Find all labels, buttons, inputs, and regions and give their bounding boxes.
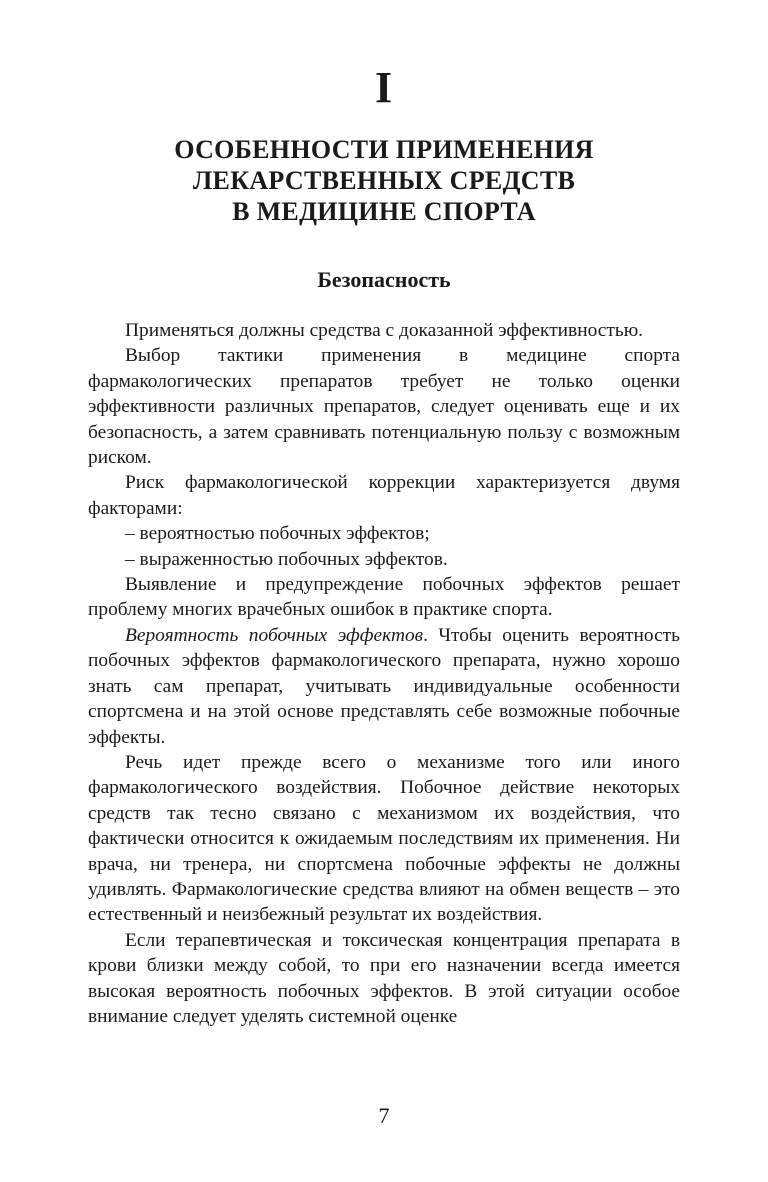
paragraph-text: Риск фармакологической коррекции характеризуется двумя факторами: <box>88 472 680 519</box>
paragraph-text: Выявление и предупреждение побочных эффектов решает проблему многих врачебных ошибок в практике спорта. <box>88 574 680 621</box>
page-number: 7 <box>378 1103 390 1128</box>
chapter-number: I <box>374 63 394 112</box>
paragraph <box>88 470 680 521</box>
paragraph-text: Применяться должны средства с доказанной эффективностью. <box>125 320 644 341</box>
paragraph <box>88 623 680 750</box>
italic-lead: Вероятность побочных эффектов <box>125 624 424 646</box>
chapter-title-line: В МЕДИЦИНЕ СПОРТА <box>232 197 536 226</box>
paragraph <box>88 343 680 470</box>
chapter-title <box>60 134 708 227</box>
paragraph-text: Если терапевтическая и токсическая концентрация препарата в крови близки между собой, то при его назначении всегда имеется высокая вероятность побочных эффектов. В этой ситуации особое внимание следует уделять системной оценке <box>88 929 680 1027</box>
paragraph-text: Речь идет прежде всего о механизме того или иного фармакологического воздействия. Побочное действие некоторых средств так тесно связано с механизмом их воздействия, что фактически относится к ожидаемым последствиям их применения. Ни врача, ни тренера, ни спортсмена побочные эффекты не должны удивлять. Фармакологические средства влияют на обмен веществ – это естественный и неизбежный результат их воздействия. <box>88 751 680 926</box>
chapter-title-line: ОСОБЕННОСТИ ПРИМЕНЕНИЯ <box>174 135 594 164</box>
paragraph <box>88 318 680 343</box>
list-item-text: – вероятностью побочных эффектов; <box>125 523 430 545</box>
list-item <box>88 521 680 546</box>
section-heading: Безопасность <box>317 267 451 292</box>
chapter-title-line: ЛЕКАРСТВЕННЫХ СРЕДСТВ <box>192 166 576 195</box>
paragraph <box>88 750 680 928</box>
paragraph <box>88 572 680 623</box>
paragraph-text: Выбор тактики применения в медицине спорта фармакологических препаратов требует не только оценки эффективности различных препаратов, следует оценивать еще и их безопасность, а затем сравнивать потенциальную пользу с возможным риском. <box>88 345 680 469</box>
paragraph <box>88 928 680 1030</box>
body-text <box>88 318 680 1029</box>
paragraph-text: . Чтобы оценить вероятность побочных эффектов фармакологического препарата, нужно хорошо знать сам препарат, учитывать индивидуальные особенности спортсмена и на этой основе представлять себе возможные побочные эффекты. <box>88 624 680 748</box>
list-item <box>88 547 680 572</box>
list-item-text: – выраженностью побочных эффектов. <box>125 548 448 570</box>
